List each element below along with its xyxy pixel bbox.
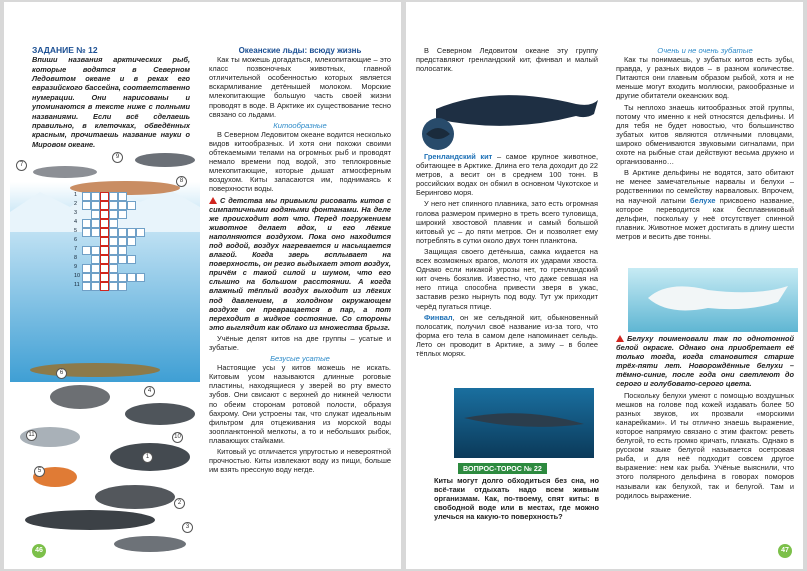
quiz-block: [434, 476, 599, 521]
warning-block: [209, 196, 391, 332]
grenland-text: – самое крупное животное, обитающее в Арктике. Длина его тела доходит до 22 метров, а весит он в среднем 100 тонн. В российских водах он обжил в основном Чукотское и Берингово моря.: [416, 152, 599, 198]
fish-number: 11: [26, 430, 37, 441]
finwhale-illustration: [454, 388, 594, 458]
task-title: ЗАДАНИЕ № 12: [32, 45, 98, 55]
crossword-cell[interactable]: [91, 246, 100, 255]
crossword-cell[interactable]: [118, 237, 127, 246]
crossword-cell[interactable]: [109, 237, 118, 246]
crossword-cell[interactable]: [109, 255, 118, 264]
crossword-cell[interactable]: [91, 192, 100, 201]
warning-text: С детства мы привыкли рисовать китов с симпатичными водяными фонтанами. На деле же происходит вот что. Перед погружением животное делает вдох, и его лёгкие наполняются воздухом. Пока оно находится под водой, воздух нагревается и насыщается влагой. Когда зверь всплывает на поверхность, он резко выдыхает этот воздух, причём с такой силой и шумом, что его слышно на большом расстоянии. А когда влажный тёплый воздух выходит из лёгких под давлением, в холодном окружающем воздухе он превращается в пар, а пот переходит в жидкое состояние. Со стороны это выглядит как облако из множества брызг.: [209, 195, 391, 332]
crossword-cell[interactable]: [100, 273, 109, 282]
usatye-paragraph: Настоящие усы у китов можешь не искать. Китовым усом называются длинные роговые пластины, находящиеся у зверей во рту вместо зубов. Они свисают с верхней до нижней челюсти по обеим сторонам ротовой полости, образуя бахрому. Они устроены так, что служат идеальным фильтром для отцеживания из морской воды зоопланктонной мелкоты, а то и небольших рыбок, плавающих стайками.: [209, 363, 391, 445]
right-text-intro: [416, 46, 598, 75]
fish-silhouette: [135, 153, 195, 167]
crossword-number: 4: [74, 219, 78, 225]
zubatye-text-4: присвоено название, которое переводится как бесплавниковый дельфин, поскольку у неё отсутствует спинной плавник. Животное может достигать в длину шести метров и весить две тонны.: [616, 195, 794, 241]
fish-silhouette: [125, 403, 195, 425]
beluha-final-paragraph: Поскольку белухи умеют с помощью воздушных мешков на голове под кожей издавать более 50 разных звуков, их прозвали «морскими канарейками». И ты отлично знаешь выражение, которое напрямую связано с этим фактом: реветь белугой, то есть громко кричать, плакать. Однако в русском языке белугой называется осетровая рыба, и для неё подходит совсем другое выражение: нем как рыба. Учёные выяснили, что этого полярного дельфина в говорах поморов называли как белухой, так и белугой. Там и родилось выражение.: [616, 390, 794, 500]
warning-icon: [616, 335, 624, 342]
zubatye-text-3: В Арктике дельфины не водятся, зато обитают не менее замечательные нарвалы и белухи – родственники по семейству нарваловых. Впрочем, на научной латыни: [616, 168, 794, 205]
crossword-cell[interactable]: [118, 228, 127, 237]
crossword-number: 1: [74, 192, 78, 198]
crossword-number: 5: [74, 228, 78, 234]
crossword-cell[interactable]: [91, 228, 100, 237]
crossword-cell[interactable]: [118, 210, 127, 219]
crossword-cell[interactable]: [136, 228, 145, 237]
crossword-cell[interactable]: [100, 255, 109, 264]
crossword-cell[interactable]: [118, 255, 127, 264]
crossword-cell[interactable]: [118, 282, 127, 291]
crossword-number: 10: [74, 273, 81, 279]
fish-number: 1: [142, 452, 153, 463]
crossword-cell[interactable]: [82, 228, 91, 237]
kito-paragraph: В Северном Ледовитом океане водится несколько видов китообразных. И хотя они похожи своими обтекаемыми телами на огромных рыб и проводят немало времени под водой, это теплокровные млекопитающие, которые дышат атмосферным воздухом. Киты запасаются им, поднимаясь к поверхности воды.: [209, 129, 391, 194]
crossword-number: 9: [74, 264, 78, 270]
fish-number: 3: [182, 522, 193, 533]
crossword-cell[interactable]: [100, 264, 109, 273]
fish-number: 2: [174, 498, 185, 509]
crossword-cell[interactable]: [109, 201, 118, 210]
fish-silhouette: [30, 363, 160, 377]
task-text: Впиши названия арктических рыб, которые водятся в Северном Ледовитом океане и в реках его евразийского бассейна, соответственно нумерации. Они нарисованы и упоминаются в тексте ниже с полными названиями. Если всё сделаешь правильно, в клеточках, обведённых красным, прочитаешь название науки о Мировом океане.: [32, 55, 190, 149]
crossword-number: 3: [74, 210, 78, 216]
left-text-column: [209, 46, 391, 476]
groups-paragraph: Учёные делят китов на две группы – усатые и зубатые.: [209, 333, 391, 352]
subheading-usatye: Безусые усатые: [270, 354, 330, 364]
crossword-cell[interactable]: [82, 246, 91, 255]
crossword-cell[interactable]: [118, 201, 127, 210]
crossword-cell[interactable]: [118, 273, 127, 282]
crossword-cell[interactable]: [82, 273, 91, 282]
bowhead-whale-illustration: [416, 74, 600, 152]
crossword-number: 8: [74, 255, 78, 261]
crossword-cell[interactable]: [91, 201, 100, 210]
usatye-paragraph-2: Китовый ус отличается упругостью и невероятной прочностью. Киты извлекают воду из пищи, больше им взять прессную воду негде.: [209, 447, 391, 475]
crossword-cell[interactable]: [100, 210, 109, 219]
crossword-cell[interactable]: [91, 273, 100, 282]
quiz-text: Киты могут долго обходиться без сна, но всё-таки отдыхать надо всем живым организмам. Как, по-твоему, спят киты: в свободной воде или в местах, где можно улечься на какую-то поверхность?: [434, 476, 599, 522]
fish-number: 6: [56, 368, 67, 379]
quiz-badge: ВОПРОС-ТОРОС № 22: [458, 463, 547, 474]
crossword-cell[interactable]: [109, 264, 118, 273]
grenland-label: Гренландский кит: [424, 152, 493, 161]
fish-silhouette: [33, 166, 97, 178]
crossword-cell[interactable]: [91, 255, 100, 264]
crossword-number: 11: [74, 282, 80, 288]
fish-silhouette: [114, 536, 186, 552]
crossword-cell[interactable]: [100, 282, 109, 291]
crossword-cell[interactable]: [109, 246, 118, 255]
crossword-cell[interactable]: [100, 228, 109, 237]
crossword-number: 2: [74, 201, 78, 207]
crossword-cell[interactable]: [109, 219, 118, 228]
section-title: Океанские льды: всюду жизнь: [238, 46, 362, 55]
finval-text: , он же сельдяной кит, обыкновенный полосатик, получил своё название из-за того, что форма его тела в самом деле напоминает сельдь. Лето он проводит в Арктике, а зиму – в более тёплых морях.: [416, 312, 598, 358]
fish-number: 4: [144, 386, 155, 397]
crossword-cell[interactable]: [127, 237, 136, 246]
zubatye-paragraph: Как ты понимаешь, у зубатых китов есть зубы, правда, у разных видов – в разном количестве. Питаются они главным образом рыбой, хотя и не меньше могут входить моллюски, ракообразные и другие обитатели океанских вод.: [616, 55, 794, 101]
right-intro-paragraph: В Северном Ледовитом океане эту группу представляют гренландский кит, финвал и малый полосатик.: [416, 46, 598, 74]
crossword-cell[interactable]: [82, 201, 91, 210]
task-block: [32, 46, 190, 149]
crossword-cell[interactable]: [127, 273, 136, 282]
fish-silhouette: [95, 485, 175, 509]
fish-silhouette: [50, 385, 110, 409]
crossword-cell[interactable]: [127, 201, 136, 210]
subheading-zubatye: Очень и не очень зубатые: [657, 46, 753, 55]
beluha-warning-text: Белуху поименовали так по однотонной белой окраске. Однако она приобретает её только тогда, когда становится старше трёх-пяти лет. Новорождённые белухи – тёмно-синие, после года они светлеют до серого и голубовато-серого цвета.: [616, 334, 794, 389]
right-page: [406, 2, 803, 569]
beluga-illustration: [628, 268, 798, 332]
crossword-cell[interactable]: [127, 228, 136, 237]
fish-number: 9: [112, 152, 123, 163]
page-number: 46: [32, 544, 46, 558]
crossword-cell[interactable]: [82, 282, 91, 291]
subheading-kitoobraznye: Китообразные: [273, 120, 327, 130]
right-text-col1: [416, 152, 598, 360]
crossword-grid: [74, 192, 172, 342]
crossword-cell[interactable]: [91, 264, 100, 273]
finval-label: Финвал: [424, 312, 453, 322]
fish-silhouette: [25, 510, 155, 530]
crossword-cell[interactable]: [91, 219, 100, 228]
right-text-col2: [616, 46, 794, 243]
crossword-cell[interactable]: [100, 201, 109, 210]
beluha-label: белухе: [690, 195, 716, 205]
crossword-cell[interactable]: [82, 192, 91, 201]
crossword-cell[interactable]: [109, 228, 118, 237]
crossword-cell[interactable]: [118, 192, 127, 201]
crossword-cell[interactable]: [91, 282, 100, 291]
crossword-cell[interactable]: [109, 282, 118, 291]
crossword-cell[interactable]: [109, 273, 118, 282]
crossword-cell[interactable]: [91, 210, 100, 219]
left-page: [4, 2, 401, 569]
zubatye-paragraph-2: Ты неплохо знаешь китообразных этой группы, потому что именно к ней относятся дельфины. И для тебя не будет новостью, что большинство зубатых китов являются отличными пловцами, широко обмениваются звуковыми сигналами, при охоте на рыбные стаи действуют весьма дружно и организованно…: [616, 102, 794, 167]
crossword-cell[interactable]: [82, 219, 91, 228]
fish-number: 5: [34, 466, 45, 477]
grenland-paragraph-2: У него нет спинного плавника, зато есть огромная голова размером примерно в треть всего туловища, широкий хвостовой плавник и самый большой китовый ус – до пяти метров. Он и позволяет ему потреблять в сутки около двух тонн планктона.: [416, 199, 598, 245]
crossword-number: 6: [74, 237, 78, 243]
grenland-paragraph-3: Защищая своего детёныша, самка кидается на всех возможных врагов, молотя их ударами хвоста. Однако если никакой угрозы нет, то гренландский кит очень боязлив. Известно, что даже севшая на него птица способна привести зверя в ужас, заставив резко нырнуть под воду. Тут уж приходит черёд пугаться птице.: [416, 246, 598, 311]
crossword-cell[interactable]: [82, 264, 91, 273]
fish-number: 10: [172, 432, 183, 443]
crossword-cell[interactable]: [127, 255, 136, 264]
fish-number: 8: [176, 176, 187, 187]
crossword-cell[interactable]: [109, 192, 118, 201]
page-number: 47: [778, 544, 792, 558]
crossword-number: 7: [74, 246, 78, 252]
crossword-cell[interactable]: [100, 237, 109, 246]
fish-number: 7: [16, 160, 27, 171]
beluha-warning-block: [616, 334, 794, 389]
crossword-cell[interactable]: [109, 210, 118, 219]
warning-icon: [209, 197, 217, 204]
crossword-cell[interactable]: [100, 192, 109, 201]
crossword-cell[interactable]: [136, 273, 145, 282]
crossword-cell[interactable]: [100, 219, 109, 228]
intro-paragraph: Как ты можешь догадаться, млекопитающие – это класс позвоночных животных, главной отличительной особенностью которых является вскармливание детёнышей молоком. Морские млекопитающие большую часть своей жизни проводят в воде. В Арктике их существование тесно связано со льдами.: [209, 55, 391, 119]
crossword-cell[interactable]: [100, 246, 109, 255]
right-text-col2-bottom: [616, 334, 794, 502]
crossword-cell[interactable]: [118, 246, 127, 255]
